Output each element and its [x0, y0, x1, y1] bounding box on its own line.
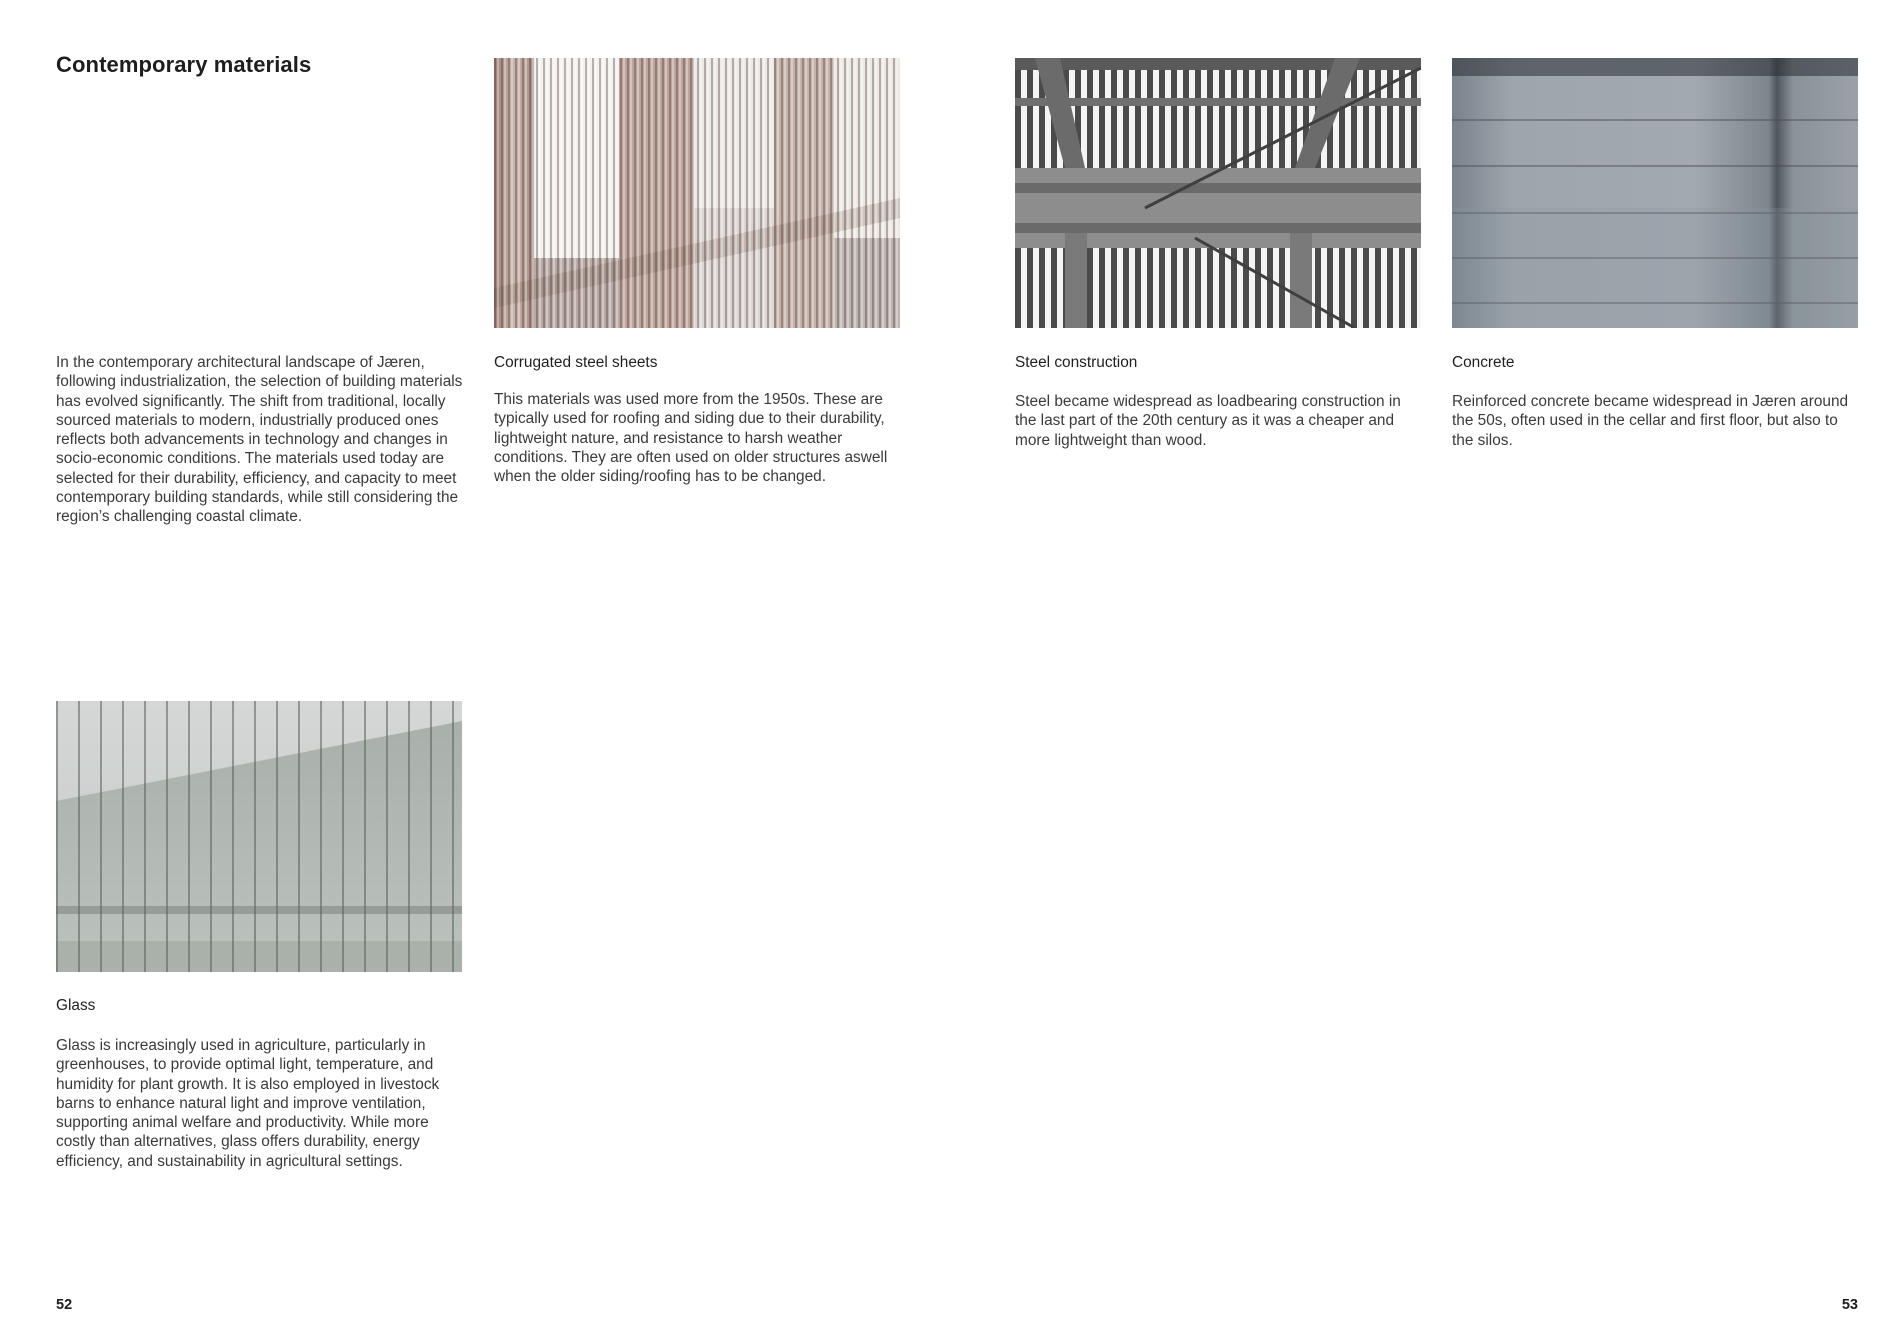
page-number-right: 53 [1841, 1297, 1858, 1313]
steel-construction-photo [1015, 58, 1421, 328]
corrugated-steel-text: This materials was used more from the 1950s. These are typically used for roofing and siding due to their durability, lightweight nature, and resistance to harsh weather conditions. They are often used on older structures aswell when the older siding/roofing has to be changed. [494, 391, 888, 486]
glass-photo [56, 701, 462, 972]
steel-construction-text: Steel became widespread as loadbearing construction in the last part of the 20th century as it was a cheaper and more lightweight than wood. [1015, 393, 1401, 449]
intro-paragraph: In the contemporary architectural landscape of Jæren, following industrialization, the selection of building materials has evolved significantly. The shift from traditional, locally sourced materials to modern, industrially produced ones reflects both advancements in technology and changes in socio-economic conditions. The materials used today are selected for their durability, efficiency, and capacity to meet contemporary building standards, while still considering the region’s challenging coastal climate. [56, 354, 463, 526]
page-title: Contemporary materials [56, 52, 312, 77]
glass-title: Glass [56, 997, 96, 1014]
concrete-photo [1452, 58, 1858, 328]
glass-text: Glass is increasingly used in agriculture, particularly in greenhouses, to provide optimal light, temperature, and humidity for plant growth. It is also employed in livestock barns to enhance natural light and improve ventilation, supporting animal welfare and productivity. While more costly than alternatives, glass offers durability, energy efficiency, and sustainability in agricultural settings. [56, 1037, 440, 1170]
steel-construction-title: Steel construction [1015, 354, 1138, 371]
corrugated-steel-photo [494, 58, 900, 328]
page-number-left: 52 [56, 1297, 73, 1313]
concrete-text: Reinforced concrete became widespread in Jæren around the 50s, often used in the cellar and first floor, but also to the silos. [1452, 393, 1849, 449]
corrugated-steel-title: Corrugated steel sheets [494, 354, 658, 371]
concrete-title: Concrete [1452, 354, 1515, 371]
